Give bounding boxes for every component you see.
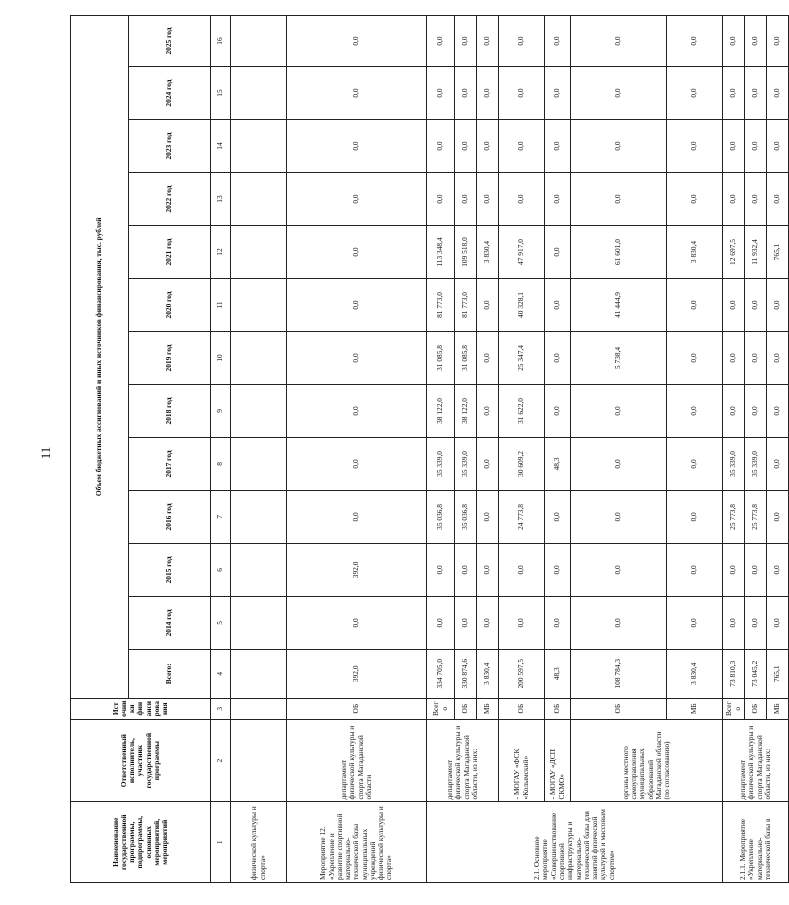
year-value-cell [231,543,287,596]
year-value-cell: 0,0 [287,120,427,173]
year-value-cell: 0,0 [427,67,455,120]
year-value-cell: 0,0 [723,16,745,67]
year-value-cell: 0,0 [723,67,745,120]
year-value-cell: 41 444,9 [571,278,667,331]
year-value-cell: 38 122,0 [455,384,477,437]
year-value-cell: 0,0 [745,331,767,384]
year-value-cell: 30 609,2 [499,437,545,490]
header-year: 2021 год [129,226,211,279]
year-value-cell: 0,0 [767,120,789,173]
year-value-cell: 0,0 [767,16,789,67]
year-value-cell [231,120,287,173]
year-value-cell: 0,0 [723,596,745,649]
year-value-cell: 0,0 [667,384,723,437]
year-value-cell: 31 085,8 [455,331,477,384]
header-responsible: Ответственный исполнитель, участник государственной программы [71,719,211,802]
year-value-cell: 0,0 [499,543,545,596]
rotated-budget-table [70,15,782,883]
year-value-cell: 0,0 [287,331,427,384]
year-value-cell: 0,0 [745,596,767,649]
year-value-cell: 0,0 [545,67,571,120]
total-value-cell: 330 874,6 [455,649,477,698]
source-cell: Всего [723,698,745,719]
source-cell: ОБ [571,698,667,719]
year-value-cell: 35 339,0 [427,437,455,490]
column-number: 16 [211,16,231,67]
year-value-cell [231,278,287,331]
table-row [499,16,545,883]
year-value-cell: 0,0 [571,173,667,226]
year-value-cell: 0,0 [477,16,499,67]
responsible-cell: - МОГАУ «ФСК «Колымский» [499,719,545,802]
year-value-cell: 0,0 [667,278,723,331]
year-value-cell: 0,0 [767,437,789,490]
year-value-cell [231,67,287,120]
year-value-cell: 0,0 [745,120,767,173]
year-value-cell [231,437,287,490]
year-value-cell: 0,0 [571,490,667,543]
year-value-cell: 0,0 [723,543,745,596]
year-value-cell: 113 348,4 [427,226,455,279]
column-number: 15 [211,67,231,120]
year-value-cell: 0,0 [723,384,745,437]
responsible-cell: - МОГАУ «ДСП СКМО» [545,719,571,802]
source-cell: Всего [427,698,455,719]
year-value-cell: 0,0 [455,120,477,173]
year-value-cell: 0,0 [287,173,427,226]
source-cell: ОБ [455,698,477,719]
year-value-cell: 40 328,1 [499,278,545,331]
column-number: 12 [211,226,231,279]
header-year: 2025 год [129,16,211,67]
year-value-cell: 0,0 [499,596,545,649]
year-value-cell: 0,0 [427,120,455,173]
year-value-cell: 0,0 [499,120,545,173]
year-value-cell: 0,0 [667,16,723,67]
source-cell: ОБ [287,698,427,719]
total-value-cell: 73 810,3 [723,649,745,698]
year-value-cell [231,490,287,543]
year-value-cell: 0,0 [287,278,427,331]
year-value-cell: 0,0 [723,331,745,384]
year-value-cell: 0,0 [571,16,667,67]
year-value-cell: 0,0 [667,543,723,596]
year-value-cell: 35 339,0 [455,437,477,490]
year-value-cell: 0,0 [745,278,767,331]
year-value-cell: 0,0 [571,384,667,437]
column-number: 14 [211,120,231,173]
year-value-cell: 0,0 [767,173,789,226]
total-value-cell: 73 045,2 [745,649,767,698]
responsible-cell: департамент физической культуры и спорта Магаданской области, из них: [723,719,789,802]
year-value-cell [231,173,287,226]
year-value-cell: 0,0 [477,437,499,490]
header-year: 2023 год [129,120,211,173]
program-name-cell: физической культуры и спорта» [231,802,287,883]
year-value-cell: 35 339,0 [723,437,745,490]
source-cell: МБ [767,698,789,719]
header-year: 2019 год [129,331,211,384]
column-number: 2 [211,719,231,802]
year-value-cell: 0,0 [287,226,427,279]
year-value-cell: 0,0 [455,67,477,120]
year-value-cell: 0,0 [571,120,667,173]
year-value-cell: 81 773,0 [427,278,455,331]
year-value-cell: 0,0 [667,173,723,226]
header-group-title: Объем бюджетных ассигнований и иных источников финансирования, тыс. рублей [71,16,129,699]
year-value-cell: 0,0 [545,16,571,67]
year-value-cell: 0,0 [767,278,789,331]
year-value-cell: 0,0 [667,437,723,490]
year-value-cell: 0,0 [545,331,571,384]
column-number: 3 [211,698,231,719]
year-value-cell: 0,0 [427,173,455,226]
total-value-cell: 48,3 [545,649,571,698]
total-value-cell: 765,1 [767,649,789,698]
year-value-cell: 0,0 [745,543,767,596]
table-row [287,16,427,883]
header-year: 2015 год [129,543,211,596]
year-value-cell: 0,0 [767,490,789,543]
year-value-cell: 0,0 [723,173,745,226]
year-value-cell: 0,0 [767,596,789,649]
year-value-cell: 81 773,0 [455,278,477,331]
year-value-cell: 0,0 [745,67,767,120]
program-name-cell: 2.1.1. Мероприятие «Укрепление материально-технической базы в [723,802,789,883]
year-value-cell: 0,0 [545,226,571,279]
year-value-cell: 0,0 [667,331,723,384]
header-source: Источники финансирования [71,698,211,719]
year-value-cell: 0,0 [477,543,499,596]
header-year: 2017 год [129,437,211,490]
year-value-cell: 38 122,0 [427,384,455,437]
year-value-cell: 0,0 [477,384,499,437]
responsible-cell: департамент физической культуры и спорта Магаданской области, из них: [427,719,499,802]
year-value-cell: 5 738,4 [571,331,667,384]
year-value-cell: 0,0 [287,384,427,437]
year-value-cell: 392,0 [287,543,427,596]
header-year: 2018 год [129,384,211,437]
year-value-cell: 0,0 [455,596,477,649]
year-value-cell: 0,0 [545,384,571,437]
year-value-cell: 0,0 [767,67,789,120]
source-cell: ОБ [745,698,767,719]
total-value-cell: 3 830,4 [477,649,499,698]
year-value-cell: 0,0 [477,331,499,384]
header-name: Наименование государственной программы, подпрограммы, основных мероприятий, мероприятий [71,802,211,883]
header-year: 2014 год [129,596,211,649]
page-number: 11 [38,446,53,460]
table-row [427,16,455,883]
year-value-cell: 0,0 [571,596,667,649]
source-cell: МБ [477,698,499,719]
table-row [231,16,287,883]
year-value-cell: 0,0 [745,16,767,67]
year-value-cell: 0,0 [427,16,455,67]
year-value-cell: 31 085,8 [427,331,455,384]
year-value-cell: 3 830,4 [667,226,723,279]
column-number: 6 [211,543,231,596]
total-value-cell: 334 705,0 [427,649,455,698]
year-value-cell: 25 347,4 [499,331,545,384]
year-value-cell: 3 830,4 [477,226,499,279]
year-value-cell: 0,0 [287,437,427,490]
responsible-cell: органы местного самоуправления муниципальных образований Магаданской области (по согласованию) [571,719,723,802]
year-value-cell: 0,0 [545,120,571,173]
year-value-cell: 0,0 [477,67,499,120]
year-value-cell [231,226,287,279]
column-number: 8 [211,437,231,490]
source-cell [231,698,287,719]
year-value-cell: 0,0 [499,173,545,226]
year-value-cell: 0,0 [477,490,499,543]
year-value-cell: 0,0 [745,173,767,226]
year-value-cell: 11 932,4 [745,226,767,279]
year-value-cell: 0,0 [767,384,789,437]
year-value-cell: 0,0 [427,543,455,596]
table-row [723,16,745,883]
column-number: 4 [211,649,231,698]
year-value-cell: 35 036,8 [455,490,477,543]
source-cell: ОБ [545,698,571,719]
year-value-cell: 47 917,0 [499,226,545,279]
column-number: 7 [211,490,231,543]
responsible-cell: департамент физической культуры и спорта Магаданской области [287,719,427,802]
column-number: 5 [211,596,231,649]
year-value-cell: 0,0 [287,67,427,120]
column-number: 10 [211,331,231,384]
year-value-cell: 0,0 [477,120,499,173]
header-year: 2024 год [129,67,211,120]
year-value-cell [231,596,287,649]
year-value-cell: 0,0 [455,543,477,596]
year-value-cell: 0,0 [745,384,767,437]
header-year: 2020 год [129,278,211,331]
year-value-cell: 0,0 [571,543,667,596]
year-value-cell: 0,0 [667,120,723,173]
year-value-cell: 0,0 [545,596,571,649]
column-number: 1 [211,802,231,883]
year-value-cell: 0,0 [545,173,571,226]
year-value-cell: 0,0 [571,437,667,490]
total-value-cell: 3 830,4 [667,649,723,698]
total-value-cell: 392,0 [287,649,427,698]
year-value-cell: 0,0 [477,173,499,226]
year-value-cell: 0,0 [287,596,427,649]
column-number: 11 [211,278,231,331]
year-value-cell: 0,0 [287,490,427,543]
budget-table [70,15,789,883]
column-number: 13 [211,173,231,226]
header-year: 2016 год [129,490,211,543]
year-value-cell [231,331,287,384]
responsible-cell [231,719,287,802]
header-year: 2022 год [129,173,211,226]
table-row [545,16,571,883]
program-name-cell: Мероприятие 12. «Укрепление и развитие спортивной материально-технической базы муниципальных учреждений физической культуры и спорта» [287,802,427,883]
total-value-cell: 108 784,3 [571,649,667,698]
source-cell: МБ [667,698,723,719]
year-value-cell: 25 773,8 [745,490,767,543]
total-value-cell [231,649,287,698]
year-value-cell: 24 773,8 [499,490,545,543]
year-value-cell: 0,0 [767,331,789,384]
column-number: 9 [211,384,231,437]
year-value-cell: 31 622,0 [499,384,545,437]
year-value-cell [231,384,287,437]
year-value-cell: 0,0 [571,67,667,120]
year-value-cell: 0,0 [723,120,745,173]
year-value-cell: 0,0 [545,490,571,543]
year-value-cell: 109 518,0 [455,226,477,279]
program-name-cell: 2.1. Основное мероприятие «Совершенствование спортивной инфраструктуры и материально-технической базы для занятий физической культурой и массовым спортом» [427,802,723,883]
year-value-cell: 0,0 [545,278,571,331]
year-value-cell: 48,3 [545,437,571,490]
year-value-cell: 0,0 [455,173,477,226]
year-value-cell: 25 773,8 [723,490,745,543]
year-value-cell [231,16,287,67]
year-value-cell: 0,0 [723,278,745,331]
year-value-cell: 0,0 [545,543,571,596]
year-value-cell: 0,0 [477,596,499,649]
header-total: Всего: [129,649,211,698]
table-row [571,16,667,883]
year-value-cell: 0,0 [767,543,789,596]
year-value-cell: 12 697,5 [723,226,745,279]
year-value-cell: 0,0 [499,67,545,120]
year-value-cell: 0,0 [667,596,723,649]
year-value-cell: 0,0 [667,67,723,120]
year-value-cell: 0,0 [477,278,499,331]
year-value-cell: 0,0 [455,16,477,67]
total-value-cell: 200 597,5 [499,649,545,698]
source-cell: ОБ [499,698,545,719]
year-value-cell: 61 601,0 [571,226,667,279]
year-value-cell: 35 339,0 [745,437,767,490]
year-value-cell: 0,0 [427,596,455,649]
year-value-cell: 765,1 [767,226,789,279]
year-value-cell: 35 036,8 [427,490,455,543]
year-value-cell: 0,0 [287,16,427,67]
year-value-cell: 0,0 [499,16,545,67]
year-value-cell: 0,0 [667,490,723,543]
